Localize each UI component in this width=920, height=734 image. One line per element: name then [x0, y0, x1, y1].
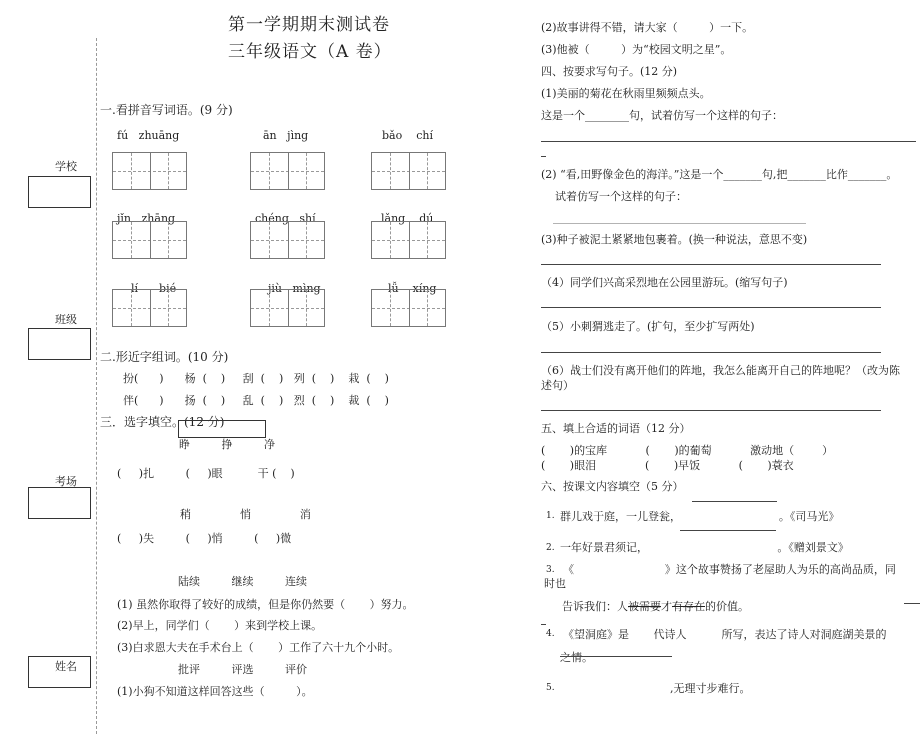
pinyin: chéng shí: [255, 212, 316, 225]
writing-grid[interactable]: [371, 221, 446, 259]
q2-row-1: 扮( ) 杨 ( ) 刮 ( ) 列 ( ) 栽 ( ): [123, 372, 389, 385]
class-box[interactable]: [28, 328, 91, 360]
answer-line[interactable]: [680, 530, 776, 531]
school-box[interactable]: [28, 176, 91, 208]
pinyin: jǐn zhāng: [117, 212, 176, 225]
writing-grid[interactable]: [250, 289, 325, 327]
fill-row-1: ( )扎 ( )眼 干 ( ): [117, 467, 295, 480]
q6-item-3: 《 》这个故事赞扬了老屋助人为乐的高尚品质，同: [563, 563, 896, 576]
q4-item-6: （6）战士们没有离开他们的阵地，我怎么能离开自己的阵地呢？（改为陈: [541, 364, 900, 377]
q6-item-4-cont: 之情。: [560, 651, 593, 664]
q6-heading: 六、按课文内容填空（5 分）: [541, 480, 684, 493]
answer-line[interactable]: [560, 656, 672, 657]
q4-item-4: （4）同学们兴高采烈地在公园里游玩。(缩写句子): [541, 276, 788, 289]
writing-grid[interactable]: [112, 221, 187, 259]
q3-sentence-6: (3)他被（ ）为“校园文明之星”。: [541, 43, 732, 56]
q5-row-1: ( )的宝库 ( )的葡萄 激动地（ ）: [541, 444, 834, 457]
answer-line[interactable]: [541, 307, 881, 308]
q5-heading: 五、填上合适的词语（12 分）: [541, 422, 691, 435]
q6-item-1: 群儿戏于庭，一儿登瓮， 。《司马光》: [560, 510, 840, 523]
pinyin: lǚ xíng: [388, 282, 437, 295]
item-number: 5.: [546, 683, 555, 693]
q6-item-4: 《望洞庭》是 代诗人 所写，表达了诗人对洞庭湖美景的: [563, 628, 887, 641]
name-label: 姓名: [55, 660, 77, 673]
q3-sentence-5: (2)故事讲得不错，请大家（ ）一下。: [541, 21, 754, 34]
pinyin: ān jìng: [263, 129, 309, 142]
q4-item-3: (3)种子被泥土紧紧地包裹着。(换一种说法，意思不变): [541, 233, 808, 246]
q6-item-3-lesson: 告诉我们：人被需要才有存在的价值。: [562, 600, 749, 613]
q4-item-2: (2) “看,田野像金色的海洋。”这是一个_______句,把_______比作_______。: [541, 168, 898, 181]
q3-sentence-4: (1)小狗不知道这样回答这些（ ）。: [117, 685, 313, 698]
item-number: 4.: [546, 629, 555, 639]
pinyin: lǎng dú: [381, 212, 434, 225]
pinyin: bǎo chí: [382, 129, 433, 142]
q3-heading: 三．选字填空。(12 分): [100, 415, 225, 429]
item-number: 1.: [546, 511, 555, 521]
q6-item-2: 一年好景君须记， 。《赠刘景文》: [560, 541, 849, 554]
q1-heading: 一.看拼音写词语。(9 分): [100, 103, 233, 117]
pinyin: jiù mìng: [268, 282, 321, 295]
page-title: 第一学期期末测试卷: [228, 15, 390, 35]
answer-line[interactable]: [541, 141, 916, 142]
q4-item-6-cont: 述句）: [541, 379, 574, 392]
answer-line[interactable]: [541, 156, 546, 157]
q4-item-1: (1)美丽的菊花在秋雨里频频点头。: [541, 87, 711, 100]
q4-item-1-prompt: 这是一个________句，试着仿写一个这样的句子：: [541, 109, 783, 122]
school-label: 学校: [55, 160, 77, 173]
answer-line[interactable]: [541, 624, 546, 625]
fill-row-2: ( )失 ( )悄 ( )微: [117, 532, 292, 545]
answer-line[interactable]: [904, 603, 920, 604]
pinyin: fú zhuāng: [117, 129, 180, 142]
word-choices-4: 批评 评选 评价: [178, 663, 307, 676]
q4-item-2-line[interactable]: ______________________________________________: [553, 211, 806, 224]
answer-line[interactable]: [541, 410, 881, 411]
q4-heading: 四、按要求写句子。(12 分): [541, 65, 678, 78]
binding-line: [96, 38, 97, 734]
q3-sentence-1: (1) 虽然你取得了较好的成绩，但是你仍然要（ ）努力。: [117, 598, 414, 611]
class-label: 班级: [55, 313, 77, 326]
writing-grid[interactable]: [371, 152, 446, 190]
page-subtitle: 三年级语文（A 卷）: [228, 42, 392, 62]
exam-room-label: 考场: [55, 475, 77, 488]
q2-heading: 二.形近字组词。(10 分): [100, 350, 229, 364]
word-choices-3: 陆续 继续 连续: [178, 575, 307, 588]
item-number: 2.: [546, 543, 555, 553]
pinyin: lí bié: [131, 282, 177, 295]
q3-sentence-3: (3)白求恩大夫在手术台上（ ）工作了六十九个小时。: [117, 641, 400, 654]
exam-room-box[interactable]: [28, 487, 91, 519]
q3-sentence-2: (2)早上，同学们（ ）来到学校上课。: [117, 619, 323, 632]
q4-item-2-prompt: 试着仿写一个这样的句子：: [555, 190, 687, 203]
q2-row-2: 伴( ) 扬 ( ) 乱 ( ) 烈 ( ) 裁 ( ): [123, 394, 389, 407]
q6-item-3-cont: 时也: [544, 577, 566, 590]
writing-grid[interactable]: [112, 289, 187, 327]
writing-grid[interactable]: [250, 221, 325, 259]
choice-chars-1: 睁 挣 净: [179, 438, 275, 451]
answer-line[interactable]: [692, 501, 777, 502]
answer-line[interactable]: [541, 352, 881, 353]
choice-chars-2: 稍 悄 消: [180, 508, 311, 521]
q5-row-2: ( )眼泪 ( )早饭 ( )蓑衣: [541, 459, 794, 472]
item-number: 3.: [546, 565, 555, 575]
q4-item-5: （5）小刺猬逃走了。(扩句，至少扩写两处): [541, 320, 755, 333]
answer-line[interactable]: [541, 264, 881, 265]
q6-item-5: ,无理寸步难行。: [670, 682, 751, 695]
writing-grid[interactable]: [250, 152, 325, 190]
writing-grid[interactable]: [112, 152, 187, 190]
writing-grid[interactable]: [371, 289, 446, 327]
